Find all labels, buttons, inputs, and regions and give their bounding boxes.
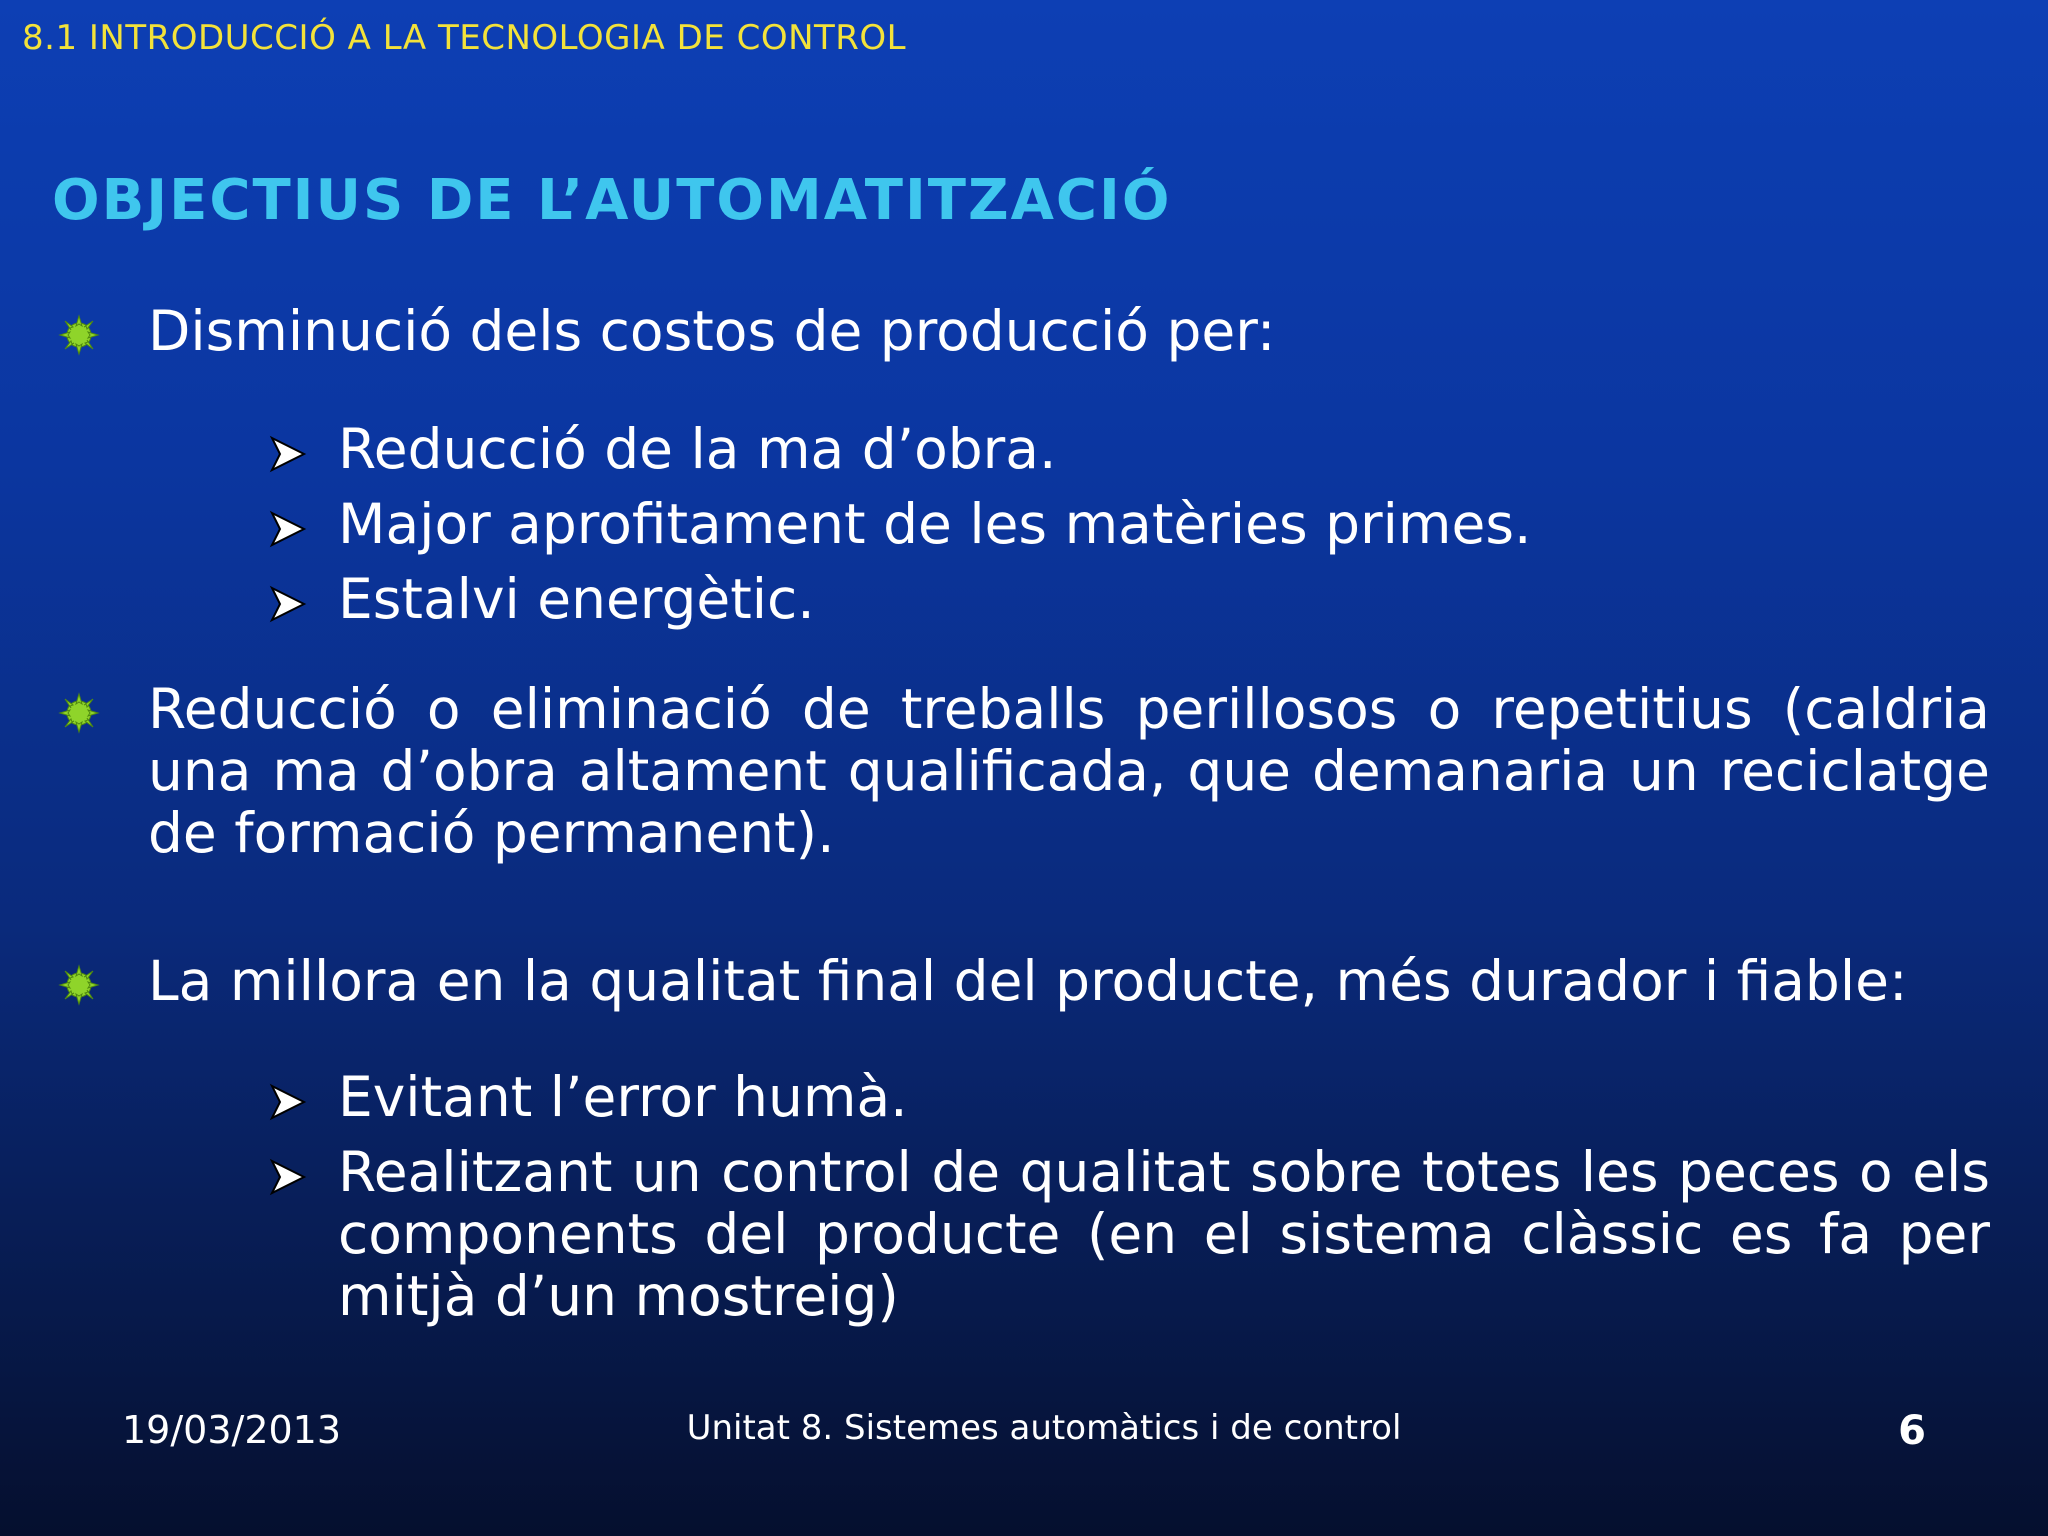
sub-bullet-item [268,493,1990,563]
sub-bullet-text: Major aprofitament de les matèries primes. [338,492,1532,556]
bullet-item [58,950,1990,1030]
bullet-text: Disminució dels costos de producció per: [148,299,1276,363]
footer-title: Unitat 8. Sistemes automàtics i de control [686,1408,1402,1448]
bullet-text: Reducció o eliminació de treballs perillosos o repetitius (caldria una ma d’obra altament qualificada, que demanaria un reciclatge de formació permanent). [148,677,1990,865]
arrowhead-icon [268,584,308,624]
green-starburst-icon [58,314,100,356]
bullet-item [58,300,1990,380]
bullet-item [58,678,1990,878]
slide-title: OBJECTIUS DE L’AUTOMATITZACIÓ [52,168,1172,233]
page-number: 6 [1898,1408,1926,1454]
footer-date: 19/03/2013 [122,1408,342,1452]
arrowhead-icon [268,509,308,549]
green-starburst-icon [58,964,100,1006]
arrowhead-icon [268,1082,308,1122]
arrowhead-icon [268,434,308,474]
sub-bullet-text: Estalvi energètic. [338,567,815,631]
sub-bullet-item [268,418,1990,488]
bullet-text: La millora en la qualitat final del producte, més durador i fiable: [148,949,1908,1013]
sub-bullet-item [268,568,1990,638]
sub-bullet-text: Evitant l’error humà. [338,1065,908,1129]
sub-bullet-item [268,1141,1990,1341]
green-starburst-icon [58,692,100,734]
sub-bullet-item [268,1066,1990,1136]
slide-header: 8.1 INTRODUCCIÓ A LA TECNOLOGIA DE CONTROL [22,18,907,58]
arrowhead-icon [268,1157,308,1197]
sub-bullet-text: Reducció de la ma d’obra. [338,417,1057,481]
sub-bullet-text: Realitzant un control de qualitat sobre totes les peces o els components del producte (en el sistema clàssic es fa per mitjà d’un mostreig) [338,1140,1990,1328]
